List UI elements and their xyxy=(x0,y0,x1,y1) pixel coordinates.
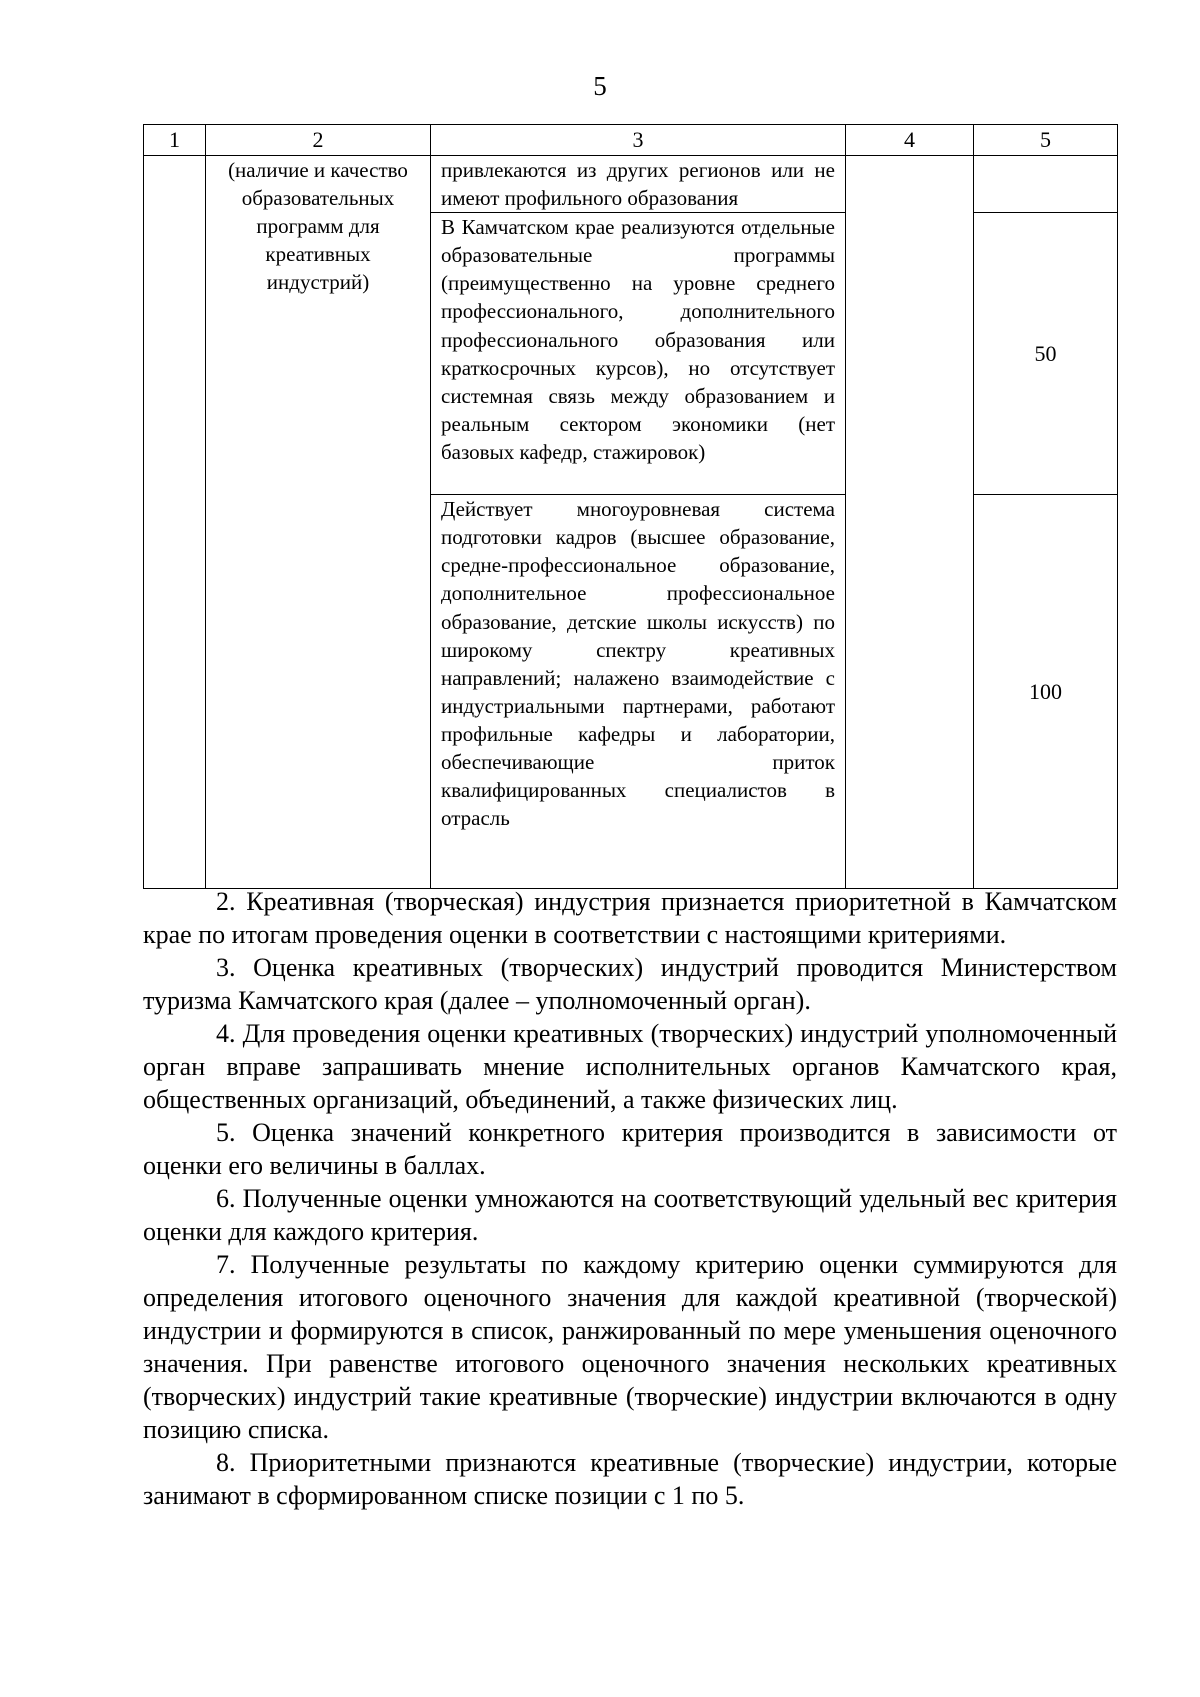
level-description-cell: В Камчатском крае реализуются отдельные образовательные программы (преимущественно на уровне среднего профессионального, дополнительного профессионального образования или краткосрочных курсов), но отсутствует системная связь между образованием и реальным сектором экономики (нет базовых кафедр, стажировок) xyxy=(431,213,846,495)
criteria-table xyxy=(143,124,1118,889)
paragraph: 2. Креативная (творческая) индустрия признается приоритетной в Камчатском крае по итогам проведения оценки в соответствии с настоящими критериями. xyxy=(143,887,1117,949)
criterion-name-cell: (наличие и качество образовательных программ для креативных индустрий) xyxy=(206,156,431,889)
score-cell: 50 xyxy=(974,213,1118,495)
score-cell: 100 xyxy=(974,495,1118,889)
column-header-4: 4 xyxy=(846,125,974,156)
column-header-2: 2 xyxy=(206,125,431,156)
table-row xyxy=(144,156,1118,213)
column-header-5: 5 xyxy=(974,125,1118,156)
document-body xyxy=(143,885,1117,1512)
level-description-cell: Действует многоуровневая система подготовки кадров (высшее образование, средне-профессиональное образование, дополнительное профессиональное образование, детские школы искусств) по широкому спектру креативных направлений; налажено взаимодействие с индустриальными партнерами, работают профильные кафедры и лаборатории, обеспечивающие приток квалифицированных специалистов в отрасль xyxy=(431,495,846,889)
paragraph: 5. Оценка значений конкретного критерия производится в зависимости от оценки его величины в баллах. xyxy=(143,1118,1117,1180)
column-header-3: 3 xyxy=(431,125,846,156)
column-header-1: 1 xyxy=(144,125,206,156)
criterion-number-cell xyxy=(144,156,206,889)
paragraph: 8. Приоритетными признаются креативные (творческие) индустрии, которые занимают в сформированном списке позиции с 1 по 5. xyxy=(143,1448,1117,1510)
level-description-cell: привлекаются из других регионов или не имеют профильного образования xyxy=(431,156,846,213)
score-cell xyxy=(974,156,1118,213)
page-number: 5 xyxy=(593,71,607,101)
table-header-row xyxy=(144,125,1118,156)
paragraph: 3. Оценка креативных (творческих) индустрий проводится Министерством туризма Камчатского края (далее – уполномоченный орган). xyxy=(143,953,1117,1015)
weight-cell xyxy=(846,156,974,889)
paragraph: 6. Полученные оценки умножаются на соответствующий удельный вес критерия оценки для каждого критерия. xyxy=(143,1184,1117,1246)
paragraph: 7. Полученные результаты по каждому критерию оценки суммируются для определения итогового оценочного значения для каждой креативной (творческой) индустрии и формируются в список, ранжированный по мере уменьшения оценочного значения. При равенстве итогового оценочного значения нескольких креативных (творческих) индустрий такие креативные (творческие) индустрии включаются в одну позицию списка. xyxy=(143,1250,1117,1444)
paragraph: 4. Для проведения оценки креативных (творческих) индустрий уполномоченный орган вправе запрашивать мнение исполнительных органов Камчатского края, общественных организаций, объединений, а также физических лиц. xyxy=(143,1019,1117,1114)
